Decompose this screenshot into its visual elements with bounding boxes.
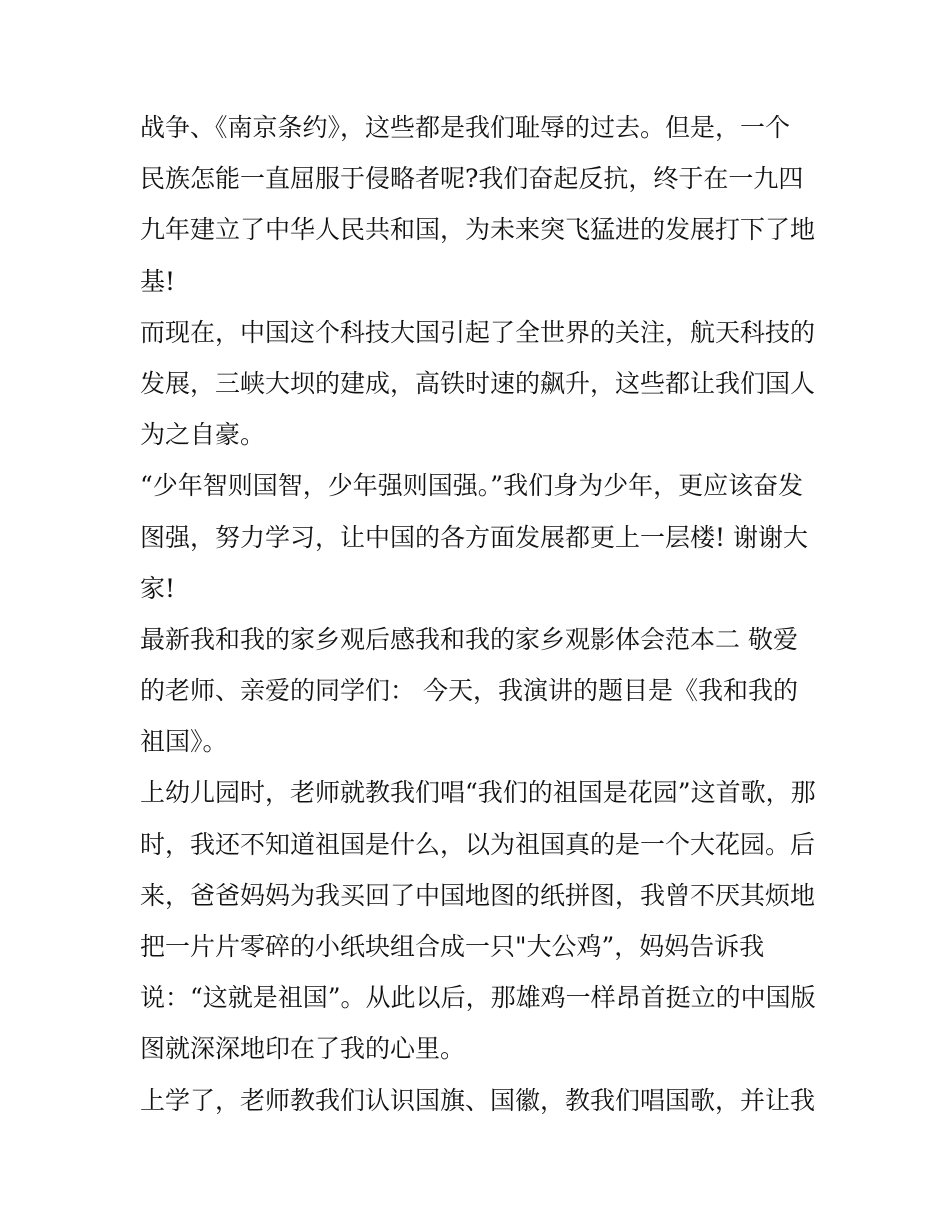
text-line: 上学了，老师教我们认识国旗、国徽，教我们唱国歌，并让我	[140, 1085, 816, 1115]
text-line: 时，我还不知道祖国是什么，以为祖国真的是一个大花园。后	[140, 829, 816, 859]
text-line: 发展，三峡大坝的建成，高铁时速的飙升，这些都让我们国人	[140, 368, 816, 398]
text-line: 上幼儿园时，老师就教我们唱“我们的祖国是花园”这首歌，那	[140, 778, 816, 808]
text-line: 最新我和我的家乡观后感我和我的家乡观影体会范本二 敬爱	[140, 624, 798, 654]
text-line: 图强，努力学习，让中国的各方面发展都更上一层楼! 谢谢大	[140, 522, 808, 552]
text-line: 来，爸爸妈妈为我买回了中国地图的纸拼图，我曾不厌其烦地	[140, 880, 816, 910]
text-line: 说：“这就是祖国”。从此以后，那雄鸡一样昂首挺立的中国版	[140, 983, 816, 1013]
text-line: 家!	[140, 573, 176, 603]
text-line: 基!	[140, 266, 176, 296]
text-line: 的老师、亲爱的同学们： 今天，我演讲的题目是《我和我的	[140, 676, 798, 706]
text-line: 而现在，中国这个科技大国引起了全世界的关注，航天科技的	[140, 317, 816, 347]
document-body	[140, 102, 820, 1126]
text-line: 九年建立了中华人民共和国，为未来突飞猛进的发展打下了地	[140, 215, 816, 245]
text-line: 把一片片零碎的小纸块组合成一只"大公鸡”，妈妈告诉我	[140, 932, 765, 961]
text-line: 祖国》。	[140, 727, 228, 757]
text-line: 图就深深地印在了我的心里。	[140, 1034, 466, 1064]
text-line: “少年智则国智，少年强则国强。”我们身为少年，更应该奋发	[140, 471, 804, 501]
text-line: 民族怎能一直屈服于侵略者呢?我们奋起反抗，终于在一九四	[140, 164, 804, 194]
text-line: 为之自豪。	[140, 420, 266, 450]
text-line: 战争、《南京条约》，这些都是我们耻辱的过去。但是，一个	[140, 113, 791, 142]
